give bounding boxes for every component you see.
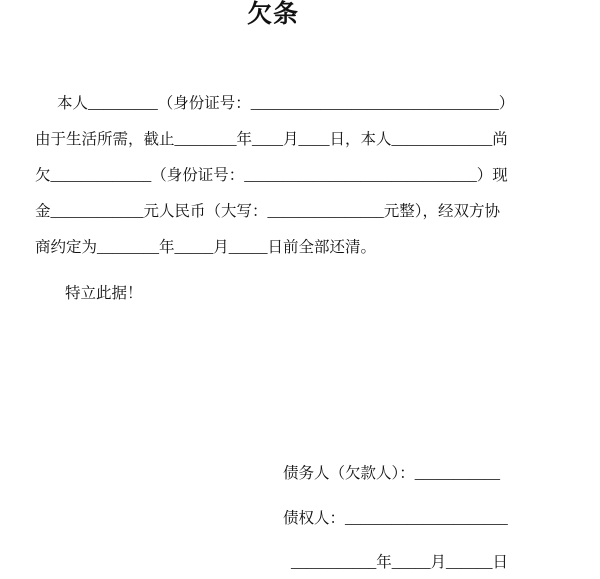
signature-date-line: ___________年_____月______日 — [291, 554, 509, 571]
body-line-repay-date: 商约定为________年_____月_____日前全部还清。 — [35, 239, 377, 256]
body-line-date-owed: 由于生活所需，截止________年____月____日，本人_____________尚 — [35, 131, 508, 148]
body-line-amount: 金____________元人民币（大写：_______________元整），经双方协 — [35, 203, 501, 220]
debtor-signature-line: 债务人（欠款人）：___________ — [283, 465, 501, 482]
body-line-creditor-id: 欠_____________（身份证号：______________________________）现 — [35, 167, 508, 184]
body-line-borrower-id: 本人_________（身份证号：________________________________） — [57, 95, 515, 112]
closing-statement: 特立此据！ — [65, 285, 143, 302]
document-title: 欠条 — [247, 1, 300, 28]
creditor-signature-line: 债权人：_____________________ — [283, 510, 508, 527]
